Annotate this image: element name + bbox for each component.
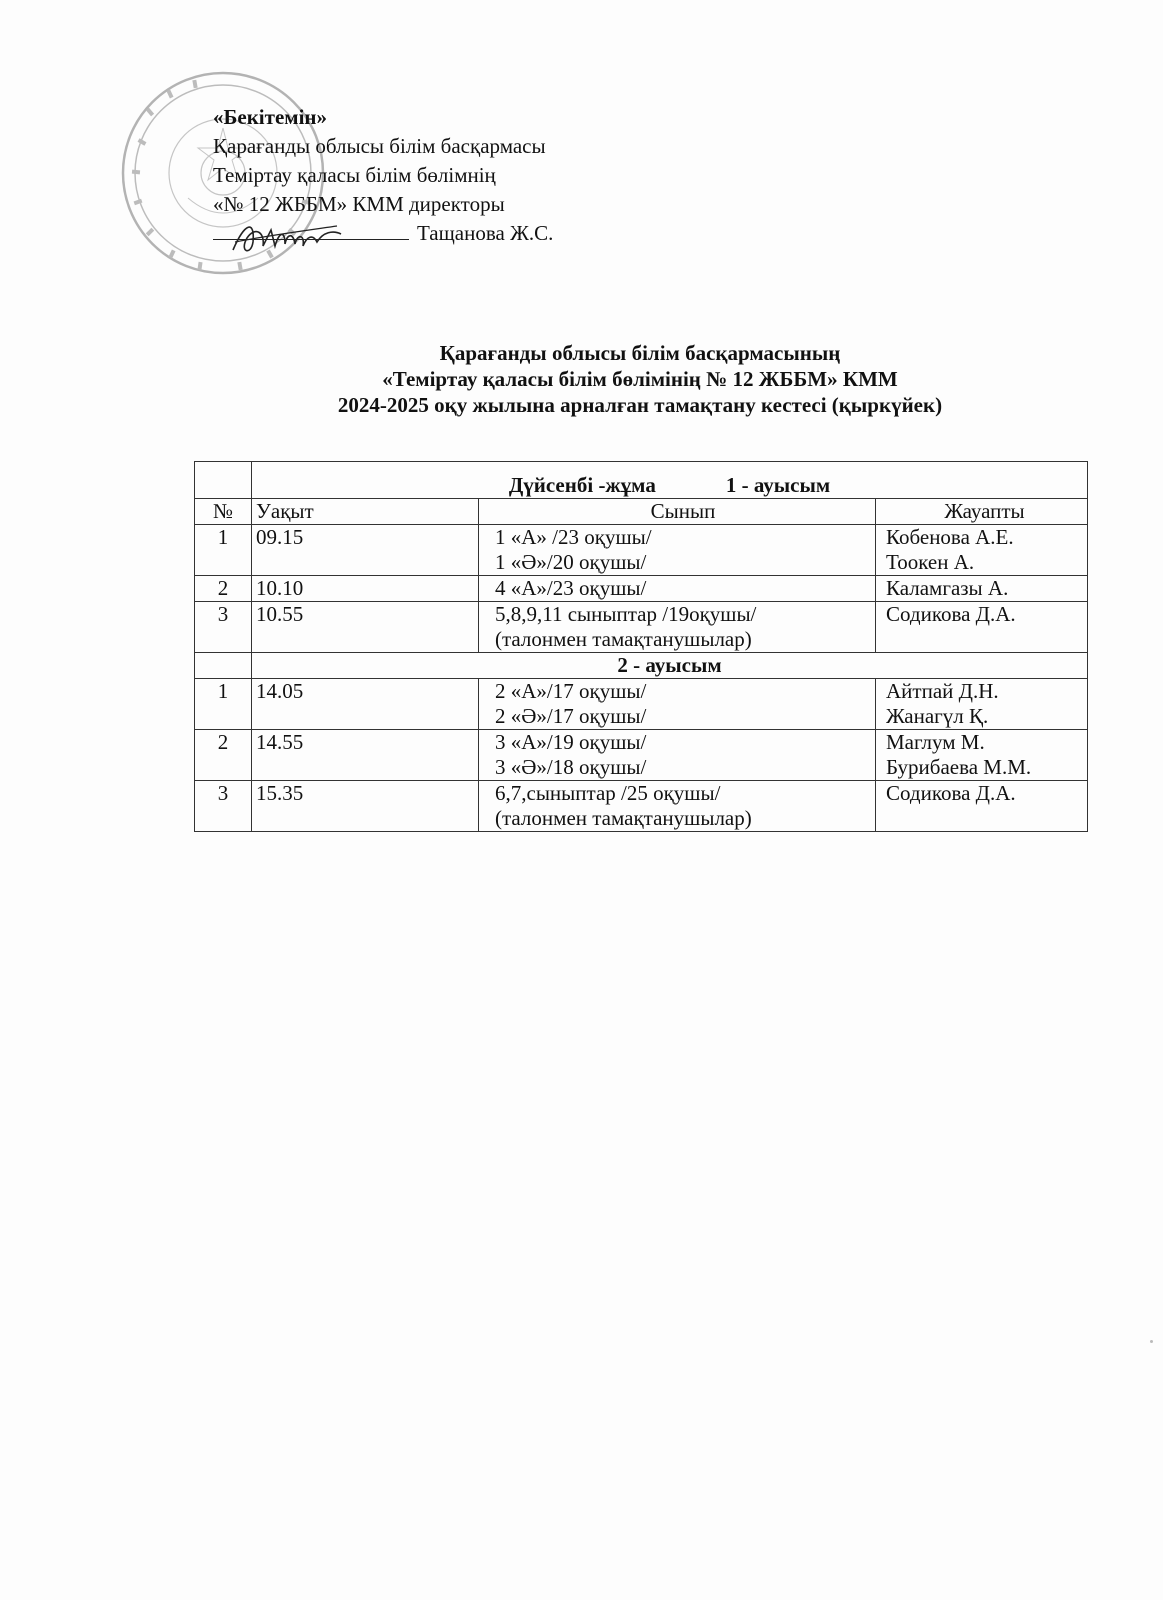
row-time: 09.15: [252, 525, 479, 576]
table-row: [195, 730, 1088, 781]
column-header-row: [195, 499, 1088, 525]
header-class: Сынып: [479, 499, 876, 525]
row-time: 14.55: [252, 730, 479, 781]
responsible-line: Кобенова А.Е.: [886, 525, 1014, 549]
row-class: [479, 576, 876, 602]
class-line: 2 «А»/17 оқушы/: [495, 679, 647, 703]
class-line: 3 «Ә»/18 оқушы/: [495, 755, 647, 779]
class-line: 4 «А»/23 оқушы/: [495, 576, 647, 600]
class-line: (талонмен тамақтанушылар): [495, 806, 752, 830]
class-line: 5,8,9,11 сыныптар /19оқушы/: [495, 602, 757, 626]
header-no: №: [195, 499, 252, 525]
header-time: Уақыт: [252, 499, 479, 525]
responsible-line: Бурибаева М.М.: [886, 755, 1032, 779]
row-responsible: [876, 602, 1088, 653]
shift-1-header-row: [195, 462, 1088, 499]
class-line: 1 «Ә»/20 оқушы/: [495, 550, 647, 574]
responsible-line: Айтпай Д.Н.: [886, 679, 999, 703]
shift-1-header: [252, 462, 1088, 499]
responsible-line: Каламгазы А.: [886, 576, 1009, 600]
responsible-line: Жанагүл Қ.: [886, 704, 989, 728]
director-signature: [225, 212, 345, 262]
title-line-2: «Теміртау қаласы білім бөлімінің № 12 ЖББМ» КММ: [382, 367, 898, 391]
responsible-line: Содикова Д.А.: [886, 602, 1016, 626]
class-line: 1 «А» /23 оқушы/: [495, 525, 652, 549]
row-class: [479, 781, 876, 832]
row-no: 1: [195, 679, 252, 730]
title-line-1: Қарағанды облысы білім басқармасының: [439, 341, 841, 365]
row-responsible: [876, 781, 1088, 832]
row-time: 10.10: [252, 576, 479, 602]
table-row: [195, 679, 1088, 730]
row-time: 10.55: [252, 602, 479, 653]
row-responsible: [876, 525, 1088, 576]
shift-2-label: 2 - ауысым: [252, 653, 1088, 679]
title-line-3: 2024-2025 оқу жылына арналған тамақтану кестесі (қыркүйек): [337, 393, 943, 417]
class-line: 2 «Ә»/17 оқушы/: [495, 704, 647, 728]
row-no: 3: [195, 602, 252, 653]
responsible-line: Содикова Д.А.: [886, 781, 1016, 805]
director-name: Тащанова Ж.С.: [417, 221, 554, 245]
document-title: [200, 340, 1080, 418]
row-class: [479, 730, 876, 781]
approval-heading: «Бекітемін»: [213, 105, 328, 129]
class-line: 6,7,сыныптар /25 оқушы/: [495, 781, 721, 805]
row-time: 15.35: [252, 781, 479, 832]
class-line: 3 «А»/19 оқушы/: [495, 730, 647, 754]
approval-line-1: Қарағанды облысы білім басқармасы: [213, 134, 546, 158]
table-row: [195, 781, 1088, 832]
row-no: 2: [195, 576, 252, 602]
row-time: 14.05: [252, 679, 479, 730]
approval-line-3: «№ 12 ЖББМ» КММ директоры: [213, 192, 505, 216]
responsible-line: Маглум М.: [886, 730, 985, 754]
header-responsible: Жауапты: [876, 499, 1088, 525]
table-row: [195, 576, 1088, 602]
days-label: Дүйсенбі -жұма: [508, 473, 656, 497]
row-class: [479, 602, 876, 653]
approval-line-2: Теміртау қаласы білім бөлімнің: [213, 163, 496, 187]
class-line: (талонмен тамақтанушылар): [495, 627, 752, 651]
row-class: [479, 679, 876, 730]
row-no: 1: [195, 525, 252, 576]
row-responsible: [876, 576, 1088, 602]
meal-schedule-table: [194, 461, 1088, 832]
shift-1-label: 1 - ауысым: [725, 473, 831, 497]
table-row: [195, 525, 1088, 576]
row-class: [479, 525, 876, 576]
row-no: 2: [195, 730, 252, 781]
responsible-line: Тоокен А.: [886, 550, 975, 574]
row-no: 3: [195, 781, 252, 832]
row-responsible: [876, 679, 1088, 730]
table-row: [195, 602, 1088, 653]
shift-2-header-row: [195, 653, 1088, 679]
scan-speck: [1150, 1340, 1153, 1343]
row-responsible: [876, 730, 1088, 781]
